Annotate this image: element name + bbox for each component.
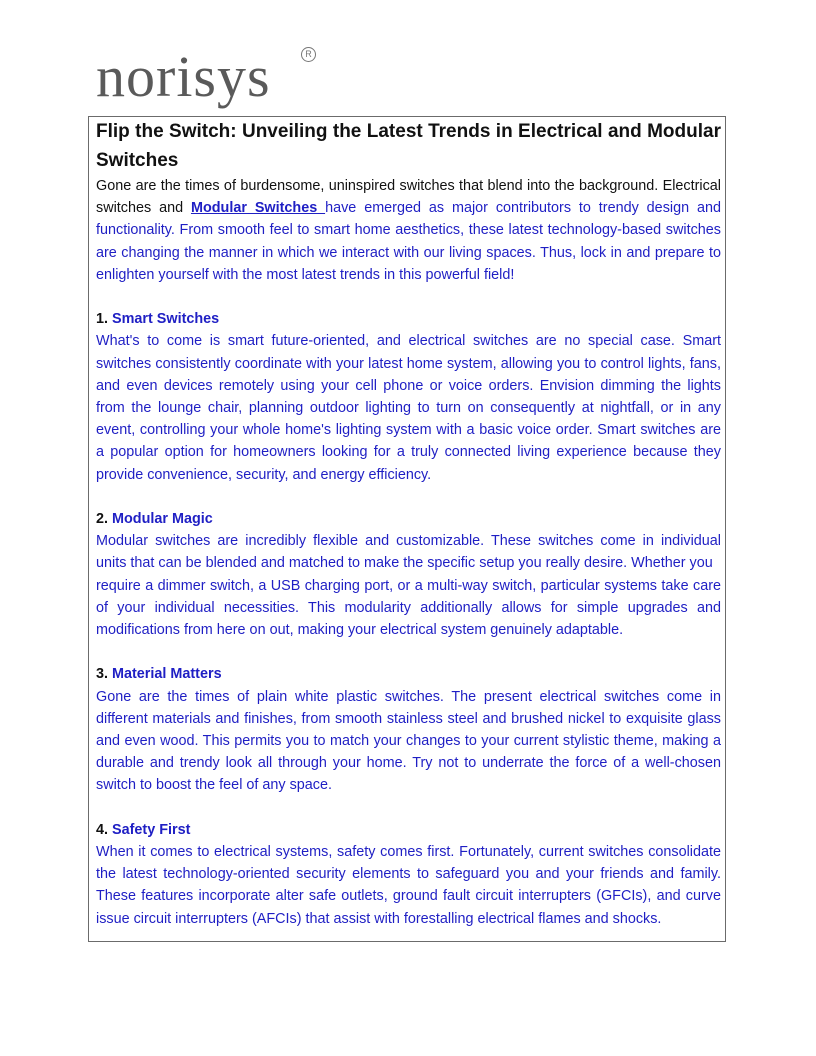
section-heading-material-matters bbox=[96, 663, 721, 685]
section-heading-safety-first bbox=[96, 819, 721, 841]
spacer bbox=[96, 797, 721, 819]
section-paragraph: Gone are the times of plain white plastic switches. The present electrical switches come in different materials and finishes, from smooth stainless steel and brushed nickel to exquisite glass and even wood. This permits you to match your changes to your current stylistic theme, making a durable and trendy look all through your home. Try not to underrate the force of a well-chosen switch to boost the feel of any space. bbox=[96, 688, 721, 794]
intro-paragraph bbox=[96, 175, 721, 286]
section-paragraph: What's to come is smart future-oriented, and electrical switches are no special case. Smart switches consistently coordinate with your latest home system, allowing you to control lights, fans, and even devices remotely using your cell phone or voice orders. Envision dimming the lights from the lounge chair, planning outdoor lighting to turn on consequently at nightfall, or in any event, controlling your whole home's lighting system with a basic voice order. Smart switches are a popular option for homeowners looking for a truly connected living experience because they provide convenience, security, and energy efficiency. bbox=[96, 333, 721, 483]
section-number: 2. bbox=[96, 511, 109, 528]
article-title: Flip the Switch: Unveiling the Latest Trends in Electrical and Modular Switches bbox=[96, 121, 721, 171]
section-paragraph: Modular switches are incredibly flexible and customizable. These switches come in individual units that can be blended and matched to make the specific setup you really desire. Whether you bbox=[96, 533, 721, 572]
section-title: Smart Switches bbox=[112, 311, 220, 328]
section-number: 4. bbox=[96, 821, 109, 838]
spacer bbox=[96, 641, 721, 663]
logo-wordmark: norisys bbox=[96, 44, 271, 109]
registered-mark-icon: R bbox=[301, 47, 316, 62]
norisys-logo bbox=[96, 44, 326, 118]
section-paragraph: When it comes to electrical systems, safety comes first. Fortunately, current switches consolidate the latest technology-oriented security elements to safeguard you and your friends and family. These features incorporate alter safe outlets, ground fault circuit interrupters (GFCIs), and curve issue circuit interrupters (AFCIs) that assist with forestalling electrical flames and shocks. bbox=[96, 844, 721, 927]
section-heading-modular-magic bbox=[96, 508, 721, 530]
spacer bbox=[96, 486, 721, 508]
section-heading-smart-switches bbox=[96, 308, 721, 330]
section-paragraph: require a dimmer switch, a USB charging port, or a multi-way switch, particular systems take care of your individual necessities. This modularity additionally allows for simple upgrades and modifications from here on out, making your electrical system genuinely adaptable. bbox=[96, 577, 721, 639]
section-number: 1. bbox=[96, 311, 109, 328]
section-number: 3. bbox=[96, 666, 109, 683]
modular-switches-link[interactable]: Modular Switches bbox=[190, 200, 326, 217]
section-title: Modular Magic bbox=[112, 511, 213, 528]
article bbox=[96, 117, 721, 930]
intro-lead-text: Gone are the times of burdensome, uninspired switches that blend into the background. Electrical switches and bbox=[96, 178, 721, 217]
intro-rest-text: have emerged as major contributors to trendy design and functionality. From smooth feel to smart home aesthetics, these latest technology-based switches are changing the manner in which we interact with our living spaces. Thus, lock in and prepare to enlighten yourself with the most latest trends in this powerful field! bbox=[96, 200, 721, 283]
section-title: Safety First bbox=[112, 821, 191, 838]
section-title: Material Matters bbox=[112, 666, 222, 683]
spacer bbox=[96, 286, 721, 308]
